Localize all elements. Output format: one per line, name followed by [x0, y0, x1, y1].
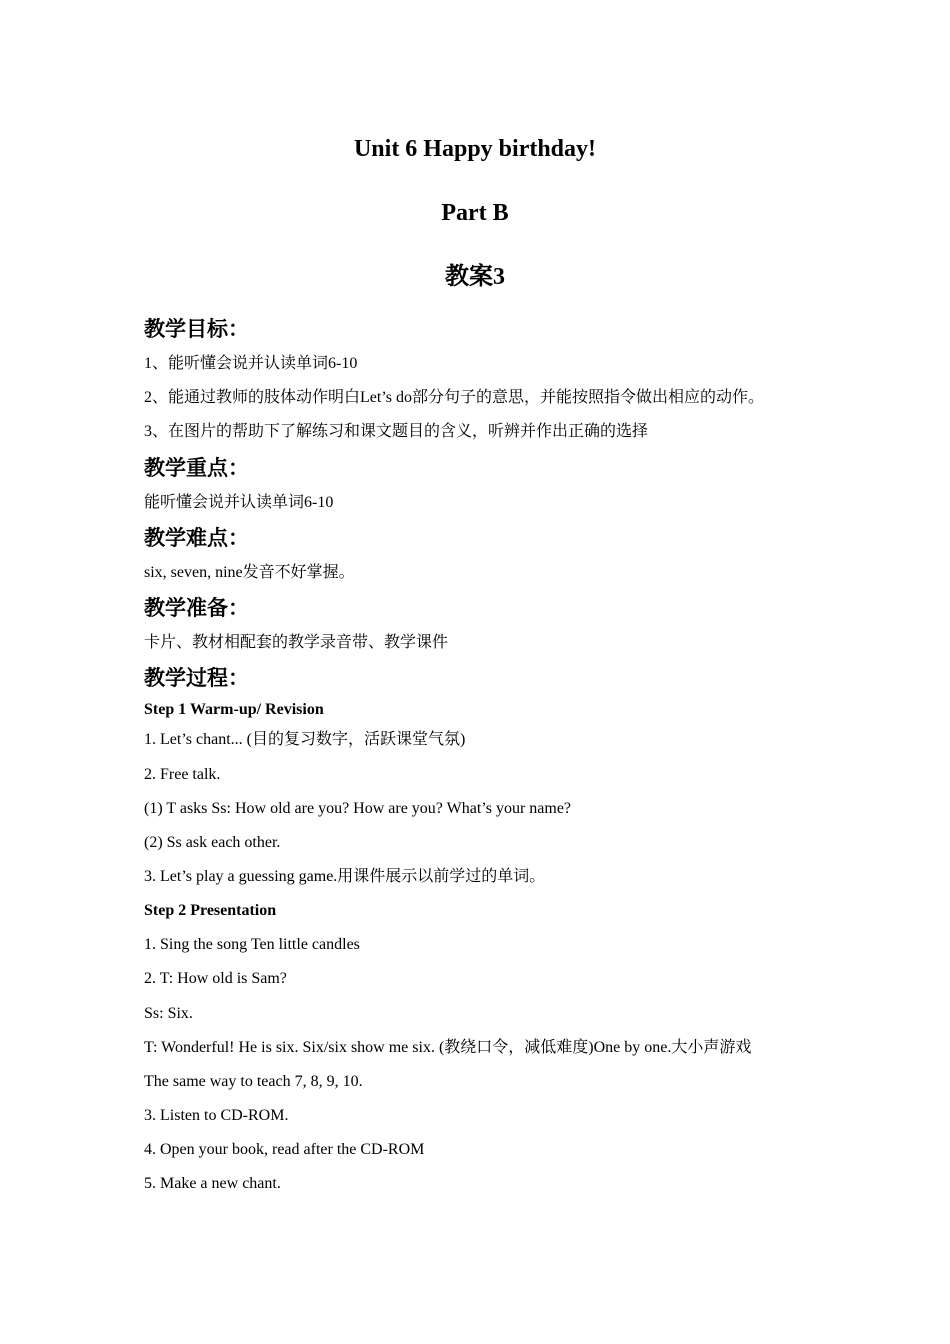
- objective-item: 1、能听懂会说并认读单词6-10: [144, 355, 358, 372]
- step1-line: 2. Free talk.: [144, 766, 221, 783]
- step1-title: Step 1 Warm-up/ Revision: [144, 701, 324, 718]
- step1-line: (2) Ss ask each other.: [144, 834, 281, 851]
- step2-line: 4. Open your book, read after the CD-ROM: [144, 1141, 425, 1158]
- step2-line: The same way to teach 7, 8, 9, 10.: [144, 1073, 363, 1090]
- key-points-heading: 教学重点：: [144, 456, 249, 480]
- difficulties-heading: 教学难点：: [144, 526, 249, 550]
- step2-line: Ss: Six.: [144, 1005, 193, 1022]
- key-points-text: 能听懂会说并认读单词6-10: [144, 494, 334, 511]
- step2-line: T: Wonderful! He is six. Six/six show me six. (教绕口令，减低难度)One by one.大小声游戏: [144, 1039, 752, 1056]
- objective-item: 2、能通过教师的肢体动作明白Let’s do部分句子的意思，并能按照指令做出相应的动作。: [144, 389, 764, 406]
- step2-title: Step 2 Presentation: [144, 902, 277, 919]
- objectives-heading: 教学目标：: [144, 317, 249, 341]
- document-subtitle: Part B: [441, 200, 509, 226]
- preparation-heading: 教学准备：: [144, 596, 249, 620]
- step2-line: 1. Sing the song Ten little candles: [144, 936, 360, 953]
- step2-line: 2. T: How old is Sam?: [144, 970, 287, 987]
- objective-item: 3、在图片的帮助下了解练习和课文题目的含义，听辨并作出正确的选择: [144, 423, 649, 440]
- step1-line: 3. Let’s play a guessing game.用课件展示以前学过的单词。: [144, 868, 546, 885]
- step2-line: 3. Listen to CD-ROM.: [144, 1107, 289, 1124]
- step1-line: 1. Let’s chant... (目的复习数字，活跃课堂气氛): [144, 731, 466, 748]
- preparation-text: 卡片、教材相配套的教学录音带、教学课件: [144, 634, 449, 651]
- step2-line: 5. Make a new chant.: [144, 1175, 281, 1192]
- process-heading: 教学过程：: [144, 666, 249, 690]
- step1-line: (1) T asks Ss: How old are you? How are you? What’s your name?: [144, 800, 572, 817]
- document-title: Unit 6 Happy birthday!: [353, 136, 597, 162]
- lesson-label: 教案3: [445, 264, 505, 290]
- difficulties-text: six, seven, nine发音不好掌握。: [144, 564, 355, 581]
